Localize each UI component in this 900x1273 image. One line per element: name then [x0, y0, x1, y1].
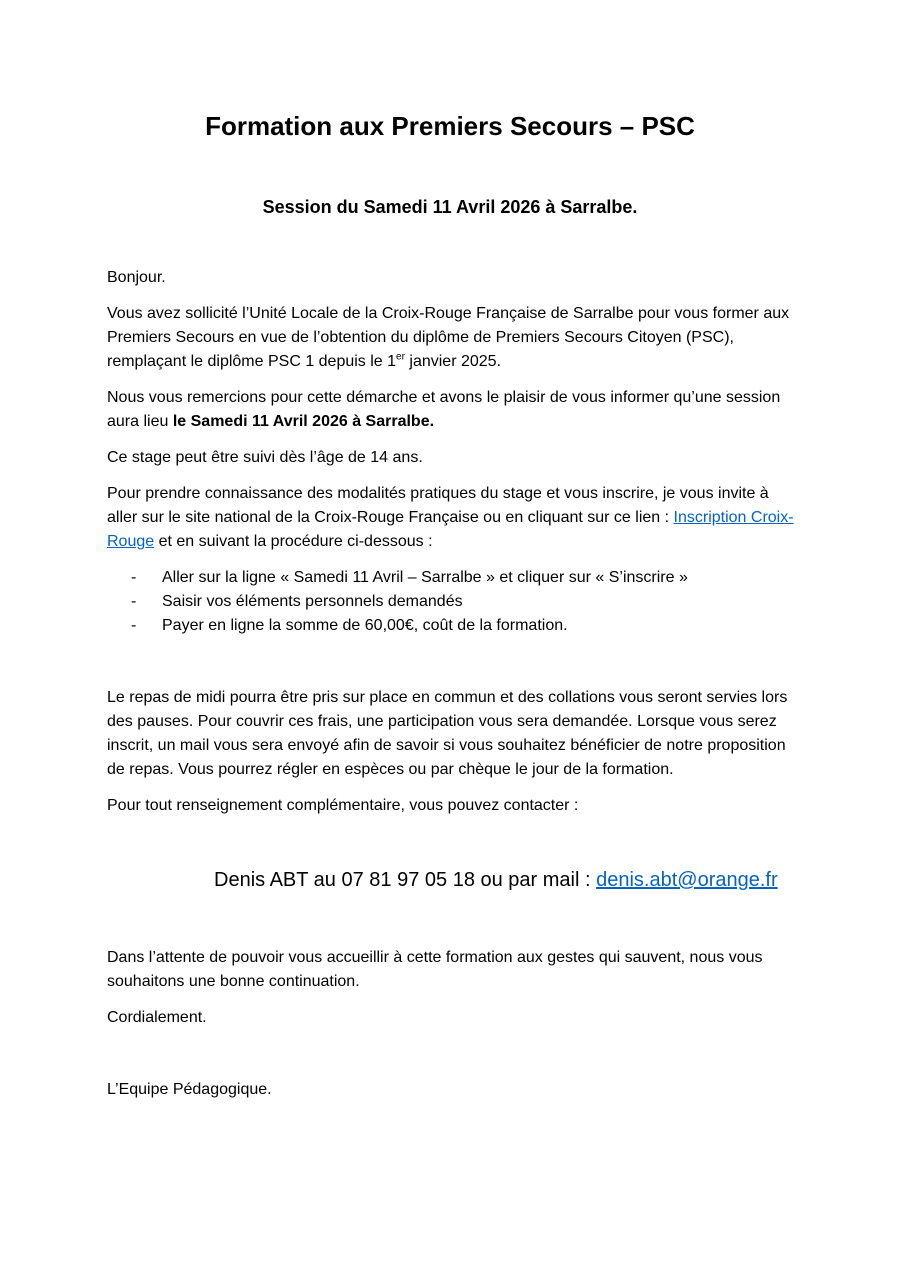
list-item — [107, 590, 797, 614]
meal-section — [107, 686, 797, 830]
registration-end: et en suivant la procédure ci-dessous : — [154, 533, 433, 550]
bullet-dash: - — [131, 593, 137, 610]
step-text: Aller sur la ligne « Samedi 11 Avril – Sarralbe » et cliquer sur « S’inscrire » — [162, 569, 688, 586]
meal-paragraph: Le repas de midi pourra être pris sur place en commun et des collations vous seront servies lors des pauses. Pour couvrir ces frais, une participation vous sera demandée. Lorsque vous serez inscrit, un mail vous sera envoyé afin de savoir si vous souhaitez bénéficier de notre proposition de repas. Vous pourrez régler en espèces ou par chèque le jour de la formation. — [107, 689, 788, 778]
step-text: Saisir vos éléments personnels demandés — [162, 593, 463, 610]
contact-line — [214, 866, 778, 894]
list-item — [107, 566, 797, 590]
registration-link[interactable]: Inscription Croix-Rouge — [107, 509, 794, 550]
intro-paragraph — [107, 302, 797, 374]
registration-text: Pour prendre connaissance des modalités pratiques du stage et vous inscrire, je vous invite à aller sur le site national de la Croix-Rouge Française ou en cliquant sur ce lien : — [107, 485, 769, 526]
session-date-bold: le Samedi 11 Avril 2026 à Sarralbe. — [172, 413, 435, 430]
session-paragraph — [107, 386, 797, 434]
intro-text: Vous avez sollicité l’Unité Locale de la Croix-Rouge Française de Sarralbe pour vous former aux Premiers Secours en vue de l’obtention du diplôme de Premiers Secours Citoyen (PSC), remplaçant le diplôme PSC 1 depuis le 1 — [107, 305, 790, 370]
session-subtitle: Session du Samedi 11 Avril 2026 à Sarralbe. — [262, 197, 638, 217]
registration-paragraph — [107, 482, 797, 554]
contact-email-link[interactable]: denis.abt@orange.fr — [596, 869, 778, 891]
step-text: Payer en ligne la somme de 60,00€, coût de la formation. — [162, 617, 568, 634]
info-paragraph: Pour tout renseignement complémentaire, vous pouvez contacter : — [107, 797, 579, 814]
age-paragraph: Ce stage peut être suivi dès l’âge de 14 ans. — [107, 449, 423, 466]
contact-text: Denis ABT au 07 81 97 05 18 ou par mail : — [214, 869, 597, 891]
list-item — [107, 614, 797, 638]
greeting: Bonjour. — [107, 269, 166, 286]
session-text: Nous vous remercions pour cette démarche et avons le plaisir de vous informer qu’une session aura lieu — [107, 389, 781, 430]
bullet-dash: - — [131, 569, 137, 586]
regards: Cordialement. — [107, 1009, 207, 1026]
closing-section — [107, 946, 797, 1042]
signature: L’Equipe Pédagogique. — [107, 1081, 272, 1098]
intro-end: janvier 2025. — [404, 353, 502, 370]
letter-body — [107, 266, 797, 638]
registration-steps — [107, 566, 797, 638]
ordinal-superscript: er — [396, 351, 405, 363]
document-title: Formation aux Premiers Secours – PSC — [205, 111, 695, 141]
bullet-dash: - — [131, 617, 137, 634]
closing-paragraph: Dans l’attente de pouvoir vous accueillir à cette formation aux gestes qui sauvent, nous vous souhaitons une bonne continuation. — [107, 949, 763, 990]
